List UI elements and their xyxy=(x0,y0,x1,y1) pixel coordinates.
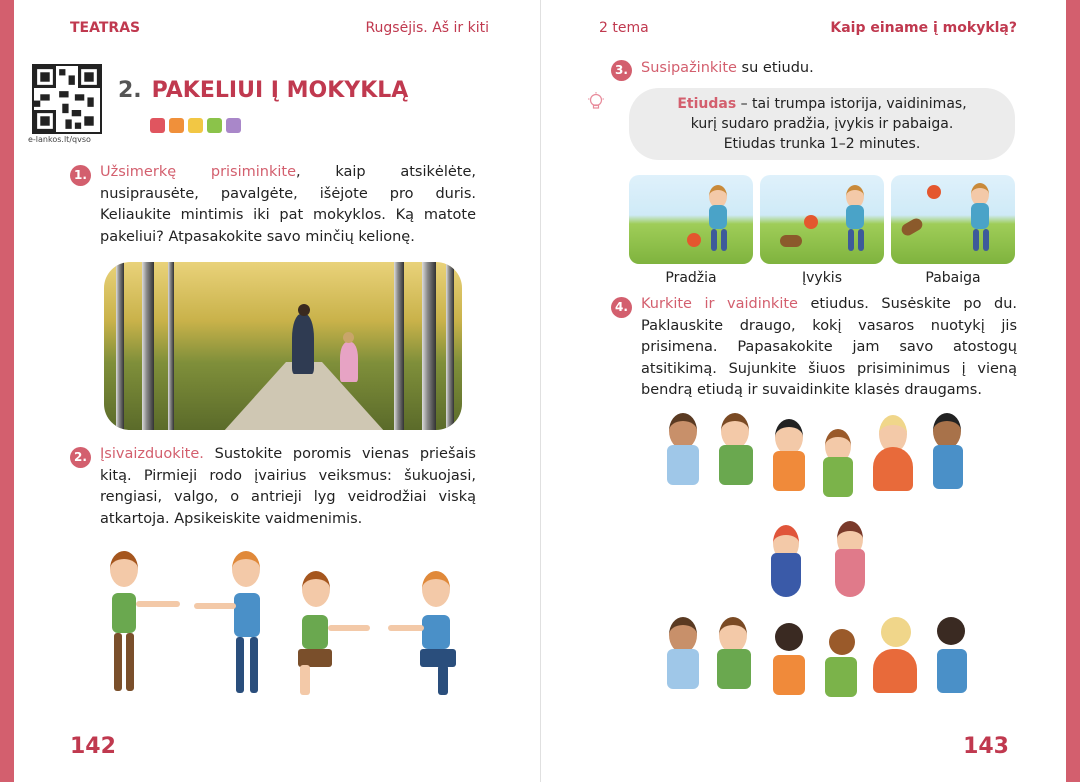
task1-text xyxy=(100,162,476,248)
page-number: 142 xyxy=(70,734,116,759)
task3-highlight: Susipažinkite xyxy=(641,60,737,76)
task1-highlight: Užsimerkę prisiminkite xyxy=(100,164,297,180)
definition-line2: kurį sudaro pradžia, įvykis ir pabaiga. xyxy=(690,116,954,132)
lesson-title xyxy=(118,78,408,103)
definition-text xyxy=(629,94,1015,154)
chapter-title-header: Kaip einame į mokyklą? xyxy=(830,20,1017,36)
caption-end: Pabaiga xyxy=(925,270,981,286)
color-dot xyxy=(207,118,222,133)
mirror-game-illustration xyxy=(94,545,474,710)
task4-highlight: Kurkite ir vaidinkite xyxy=(641,296,798,312)
left-page xyxy=(14,0,539,782)
lightbulb-icon xyxy=(587,92,605,114)
color-dots xyxy=(150,118,241,133)
caption-start: Pradžia xyxy=(665,270,717,286)
color-dot xyxy=(188,118,203,133)
task4-text xyxy=(641,294,1017,402)
photo-children-walking xyxy=(104,262,462,430)
task2-highlight: Įsivaizduokite. xyxy=(100,446,204,462)
task2-body: Sustokite poromis vienas priešais kitą. Pirmieji rodo įvairius veiksmus: šukuojasi, rengiasi, valgo, o antrieji lyg veidrodžiai viską atkartoja. Apsikeiskite vaidmenimis. xyxy=(100,446,476,527)
definition-line1: – tai trumpa istorija, vaidinimas, xyxy=(736,96,967,112)
color-dot xyxy=(150,118,165,133)
task3-body: su etiudu. xyxy=(736,60,814,76)
color-dot xyxy=(226,118,241,133)
section-header: TEATRAS xyxy=(70,20,141,36)
scene-start-image xyxy=(629,175,753,264)
task-number-badge: 3. xyxy=(611,60,632,81)
children-performance-illustration xyxy=(661,405,1001,715)
task1-body: , kaip atsikėlėte, nusiprausėte, pavalgėte, išėjote pro duris. Keliaukite mintimis iki pat mokyklos. Ką matote pakeliui? Atpasakokite savo minčių kelionę. xyxy=(100,164,476,245)
qr-link[interactable]: e-lankos.lt/qvso xyxy=(28,135,91,144)
scene-end-image xyxy=(891,175,1015,264)
page-number: 143 xyxy=(963,734,1009,759)
definition-line3: Etiudas trunka 1–2 minutes. xyxy=(723,136,921,152)
task-number-badge: 1. xyxy=(70,165,91,186)
caption-event: Įvykis xyxy=(802,270,842,286)
scene-event-image xyxy=(760,175,884,264)
task3-text xyxy=(641,58,1021,80)
chapter-header: Rugsėjis. Aš ir kiti xyxy=(365,20,489,36)
lesson-title-text: PAKELIUI Į MOKYKLĄ xyxy=(151,78,409,103)
color-dot xyxy=(169,118,184,133)
task2-text xyxy=(100,444,476,530)
book-spread xyxy=(14,0,1066,782)
definition-term: Etiudas xyxy=(677,96,737,112)
task-number-badge: 2. xyxy=(70,447,91,468)
task4-body: etiudus. Susėskite po du. Paklauskite draugo, kokį vasaros nuotykį jis prisimena. Papasakokite jam savo atostogų atsitikimą. Sujunkite šiuos prisiminimus į vieną bendrą etiudą ir suvaidinkite klasės draugams. xyxy=(641,296,1017,398)
task-number-badge: 4. xyxy=(611,297,632,318)
theme-header: 2 tema xyxy=(599,20,649,36)
right-page xyxy=(540,0,1067,782)
qr-code-icon[interactable] xyxy=(32,64,102,134)
lesson-number: 2. xyxy=(118,78,142,103)
